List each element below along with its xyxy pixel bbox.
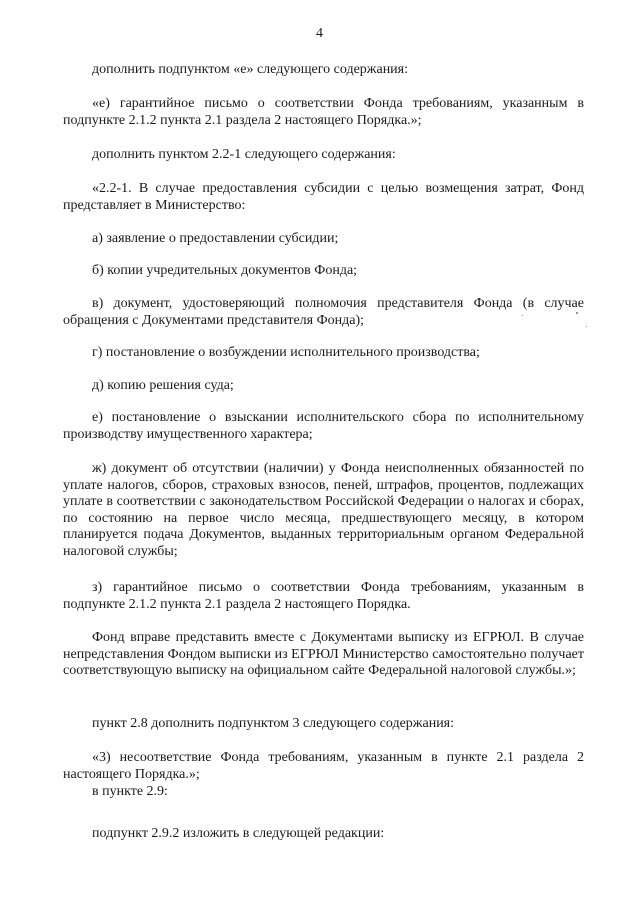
paragraph: «2.2-1. В случае предоставления субсидии с целью возмещения затрат, Фонд представляет в Министерство: xyxy=(63,181,584,213)
paragraph: в пункте 2.9: xyxy=(92,784,168,799)
paragraph: ж) документ об отсутствии (наличии) у Фонда неисполненных обязанностей по уплате налогов, сборов, страховых взносов, пеней, штрафов, процентов, подлежащих уплате в соответствии с законодательством Российской Федерации о налогах и сборах, по состоянию на первое число месяца, предшествующего месяцу, в котором планируется подача Документов, выданных территориальным органом Федеральной налоговой службы; xyxy=(63,461,584,559)
paragraph: в) документ, удостоверяющий полномочия представителя Фонда (в случае обращения с Документами представителя Фонда); xyxy=(63,296,584,328)
paragraph: д) копию решения суда; xyxy=(92,378,234,393)
paragraph: «3) несоответствие Фонда требованиям, указанным в пункте 2.1 раздела 2 настоящего Порядка.»; xyxy=(63,750,584,782)
scan-speck xyxy=(576,312,578,314)
paragraph: «е) гарантийное письмо о соответствии Фонда требованиям, указанным в подпункте 2.1.2 пункта 2.1 раздела 2 настоящего Порядка.»; xyxy=(63,96,584,128)
paragraph: а) заявление о предоставлении субсидии; xyxy=(92,231,339,246)
paragraph: подпункт 2.9.2 изложить в следующей редакции: xyxy=(92,826,385,841)
scan-speck xyxy=(586,326,587,327)
paragraph: з) гарантийное письмо о соответствии Фонда требованиям, указанным в подпункте 2.1.2 пункта 2.1 раздела 2 настоящего Порядка. xyxy=(63,580,584,612)
paragraph: г) постановление о возбуждении исполнительного производства; xyxy=(92,345,480,360)
paragraph: Фонд вправе представить вместе с Документами выписку из ЕГРЮЛ. В случае непредставления Фондом выписки из ЕГРЮЛ Министерство самостоятельно получает соответствующую выписку на официальном сайте Федеральной налоговой службы.»; xyxy=(63,630,584,678)
paragraph: дополнить пунктом 2.2-1 следующего содержания: xyxy=(92,147,396,162)
scan-speck xyxy=(522,315,523,316)
paragraph: е) постановление о взыскании исполнительского сбора по исполнительному производству имущественного характера; xyxy=(63,410,584,442)
paragraph: пункт 2.8 дополнить подпунктом 3 следующего содержания: xyxy=(92,716,455,731)
paragraph: б) копии учредительных документов Фонда; xyxy=(92,263,358,278)
page-number: 4 xyxy=(316,26,323,41)
paragraph: дополнить подпунктом «е» следующего содержания: xyxy=(92,62,409,77)
